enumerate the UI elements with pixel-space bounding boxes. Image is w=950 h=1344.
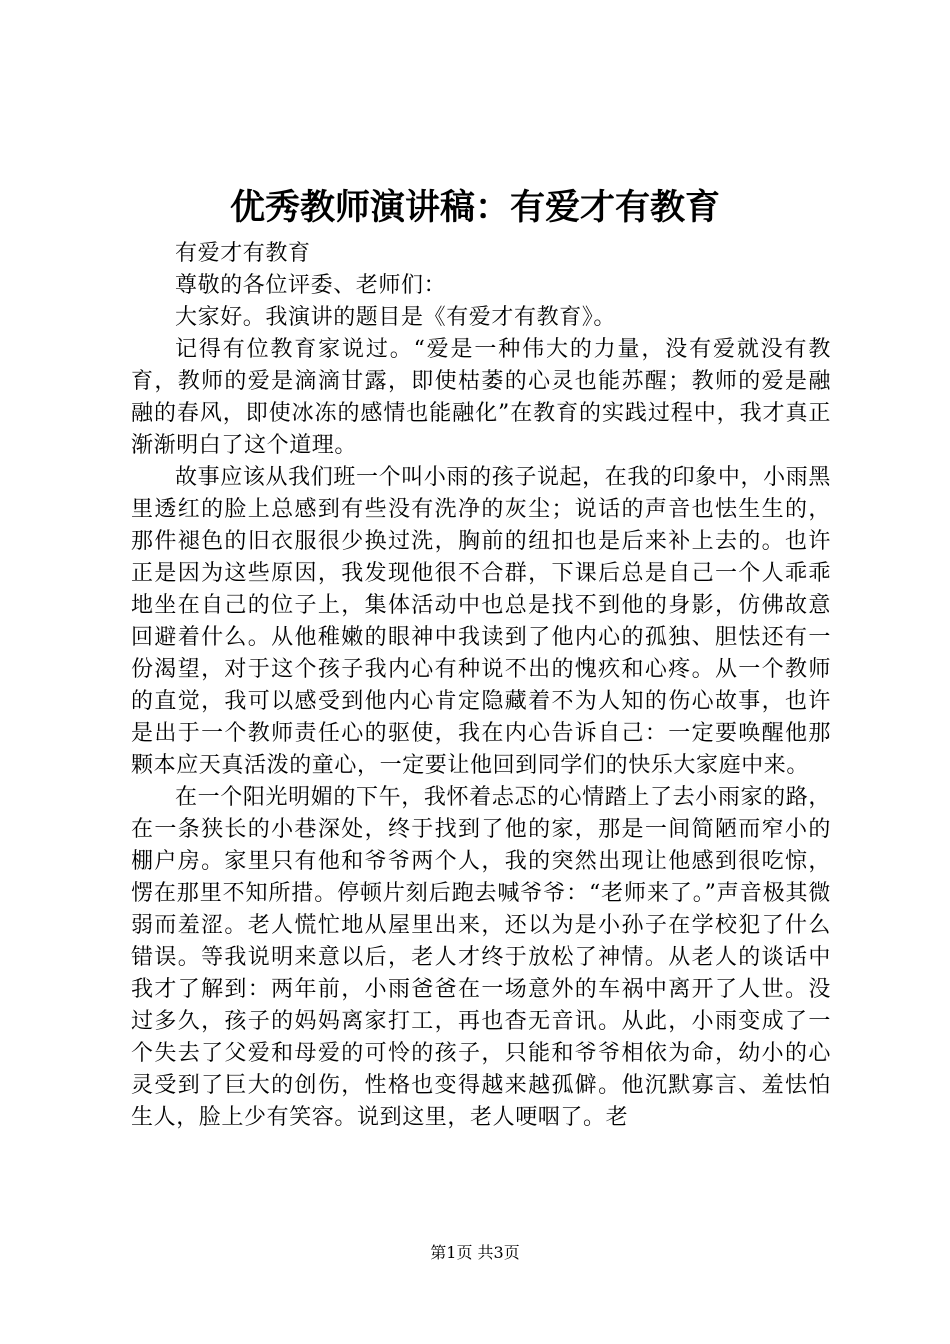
paragraph-salutation: 尊敬的各位评委、老师们： [175, 273, 447, 298]
paragraph-quote: 记得有位教育家说过。“爱是一种伟大的力量，没有爱就没有教育，教师的爱是滴滴甘露，即使枯萎的心灵也能苏醒；教师的爱是融融的春风，即使冰冻的感情也能融化”在教育的实践过程中，我才真正渐渐明白了这个道理。 [131, 337, 831, 458]
paragraph-greeting: 大家好。我演讲的题目是《有爱才有教育》。 [175, 305, 617, 330]
paragraph-subtitle: 有爱才有教育 [175, 241, 311, 266]
paragraph-story: 故事应该从我们班一个叫小雨的孩子说起，在我的印象中，小雨黑里透红的脸上总感到有些没有洗净的灰尘；说话的声音也怯生生的，那件褪色的旧衣服很少换过洗，胸前的纽扣也是后来补上去的。也许正是因为这些原因，我发现他很不合群，下课后总是自己一个人乖乖地坐在自己的位子上，集体活动中也总是找不到他的身影，仿佛故意回避着什么。从他稚嫩的眼神中我读到了他内心的孤独、胆怯还有一份渴望，对于这个孩子我内心有种说不出的愧疚和心疼。从一个教师的直觉，我可以感受到他内心肯定隐藏着不为人知的伤心故事，也许是出于一个教师责任心的驱使，我在内心告诉自己：一定要唤醒他那颗本应天真活泼的童心，一定要让他回到同学们的快乐大家庭中来。 [131, 465, 831, 778]
page-number-footer: 第1页 共3页 [430, 1243, 520, 1262]
document-body [131, 238, 831, 1134]
document-title: 优秀教师演讲稿：有爱才有教育 [229, 187, 720, 228]
paragraph-visit: 在一个阳光明媚的下午，我怀着忐忑的心情踏上了去小雨家的路，在一条狭长的小巷深处，终于找到了他的家，那是一间简陋而窄小的棚户房。家里只有他和爷爷两个人，我的突然出现让他感到很吃惊，愣在那里不知所措。停顿片刻后跑去喊爷爷：“老师来了。”声音极其微弱而羞涩。老人慌忙地从屋里出来，还以为是小孙子在学校犯了什么错误。等我说明来意以后，老人才终于放松了神情。从老人的谈话中我才了解到：两年前，小雨爸爸在一场意外的车祸中离开了人世。没过多久，孩子的妈妈离家打工，再也杳无音讯。从此，小雨变成了一个失去了父爱和母爱的可怜的孩子，只能和爷爷相依为命，幼小的心灵受到了巨大的创伤，性格也变得越来越孤僻。他沉默寡言、羞怯怕生人，脸上少有笑容。说到这里，老人哽咽了。老 [131, 785, 831, 1130]
